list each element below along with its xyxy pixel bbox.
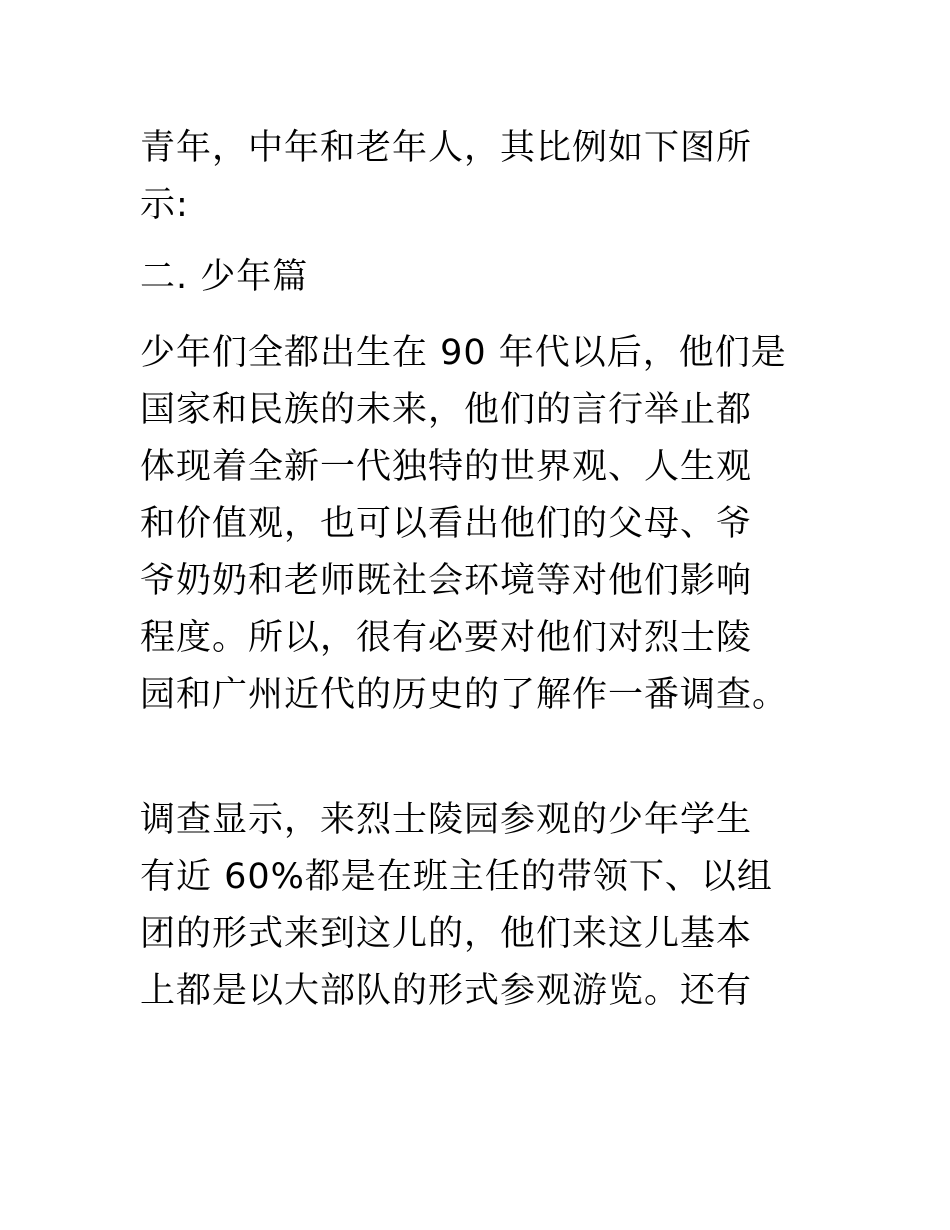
paragraph-intro <box>140 120 820 234</box>
text-line: 示: <box>140 185 189 225</box>
text-line: 团的形式来到这儿的，他们来这儿基本 <box>140 914 753 954</box>
text-line: 少年们全都出生在 90 年代以后，他们是 <box>140 333 787 373</box>
text-line: 爷奶奶和老师既社会环境等对他们影响 <box>140 561 753 601</box>
document-page <box>140 0 820 1230</box>
text-line: 体现着全新一代独特的世界观、人生观 <box>140 447 753 487</box>
text-line: 程度。所以，很有必要对他们对烈士陵 <box>140 618 753 658</box>
text-line: 调查显示，来烈士陵园参观的少年学生 <box>140 800 753 840</box>
text-line: 青年，中年和老年人，其比例如下图所 <box>140 128 753 168</box>
paragraph-youth-intro <box>140 325 820 724</box>
text-line: 上都是以大部队的形式参观游览。还有 <box>140 971 753 1011</box>
text-line: 有近 60%都是在班主任的带领下、以组 <box>140 857 773 897</box>
text-line: 和价值观，也可以看出他们的父母、爷 <box>140 504 753 544</box>
paragraph-survey <box>140 792 820 1020</box>
section-heading <box>140 249 820 306</box>
text-line: 园和广州近代的历史的了解作一番调查。 <box>140 675 789 715</box>
heading-text: 二. 少年篇 <box>140 257 309 297</box>
text-line: 国家和民族的未来，他们的言行举止都 <box>140 390 753 430</box>
